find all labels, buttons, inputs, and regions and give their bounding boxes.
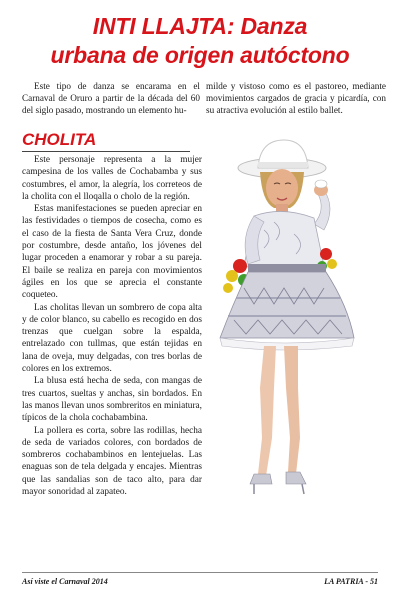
paragraph: Las cholitas llevan un sombrero de copa alta y de color blanco, su cabello es recogido en dos trenzas que cuelgan sobre la espalda, entrelazado con tullmas, que están tejidas en lana de oveja, muy delgadas, con tres borlas de colores en los extremos.	[22, 302, 202, 375]
title-line-2: urbana de origen autóctono	[50, 42, 350, 68]
cholita-dancer-photo	[214, 138, 364, 508]
intro-left-column: Este tipo de danza se encarama en el Carnaval de Oruro a partir de la década del 60 del siglo pasado, mostrando un elemento hu-	[22, 81, 200, 115]
section-rule	[22, 151, 190, 152]
paragraph: La blusa está hecha de seda, con mangas de tres cuartos, sueltas y anchas, sin bordados. En las manos llevan unos sombreritos en miniatura, típicos de la chola cochabambina.	[22, 376, 202, 424]
footer-publication: Así viste el Carnaval 2014	[22, 577, 108, 586]
paragraph: La pollera es corta, sobre las rodillas, hecha de seda de variados colores, con bordados de sombreros cochabambinos en lentejuelas. Las enaguas son de tela delgada y encajes. Mientras que las sandalias son de taco alto, para dar mayor sonoridad al zapateo.	[22, 425, 202, 498]
section-heading: CHOLITA	[22, 130, 97, 149]
page-title	[8, 12, 392, 70]
footer-page-number: LA PATRIA - 51	[324, 577, 378, 586]
footer-rule	[22, 572, 378, 573]
title-line-1: INTI LLAJTA: Danza	[92, 13, 308, 39]
paragraph: Estas manifestaciones se pueden apreciar en las festividades o tiempos de cosecha, como es el caso de la fiesta de Santa Vera Cruz, donde por costumbre, desde antaño, los jóvenes del lugar proceden a enamorar y robar a su pareja. El baile se realiza en pareja con movimientos ágiles en los que se aprecia el constante coqueteo.	[22, 204, 202, 301]
intro-right-column: milde y vistoso como es el pastoreo, mediante movimientos cargados de gracia y picardía, con su atractiva evolución al estilo ballet.	[206, 81, 386, 115]
paragraph: Este personaje representa a la mujer campesina de los valles de Cochabamba y sus costumbres, el amor, la alegría, los correteos de la cholita con el lloqalla o cholo de la región.	[22, 155, 202, 202]
article-body	[22, 154, 202, 498]
